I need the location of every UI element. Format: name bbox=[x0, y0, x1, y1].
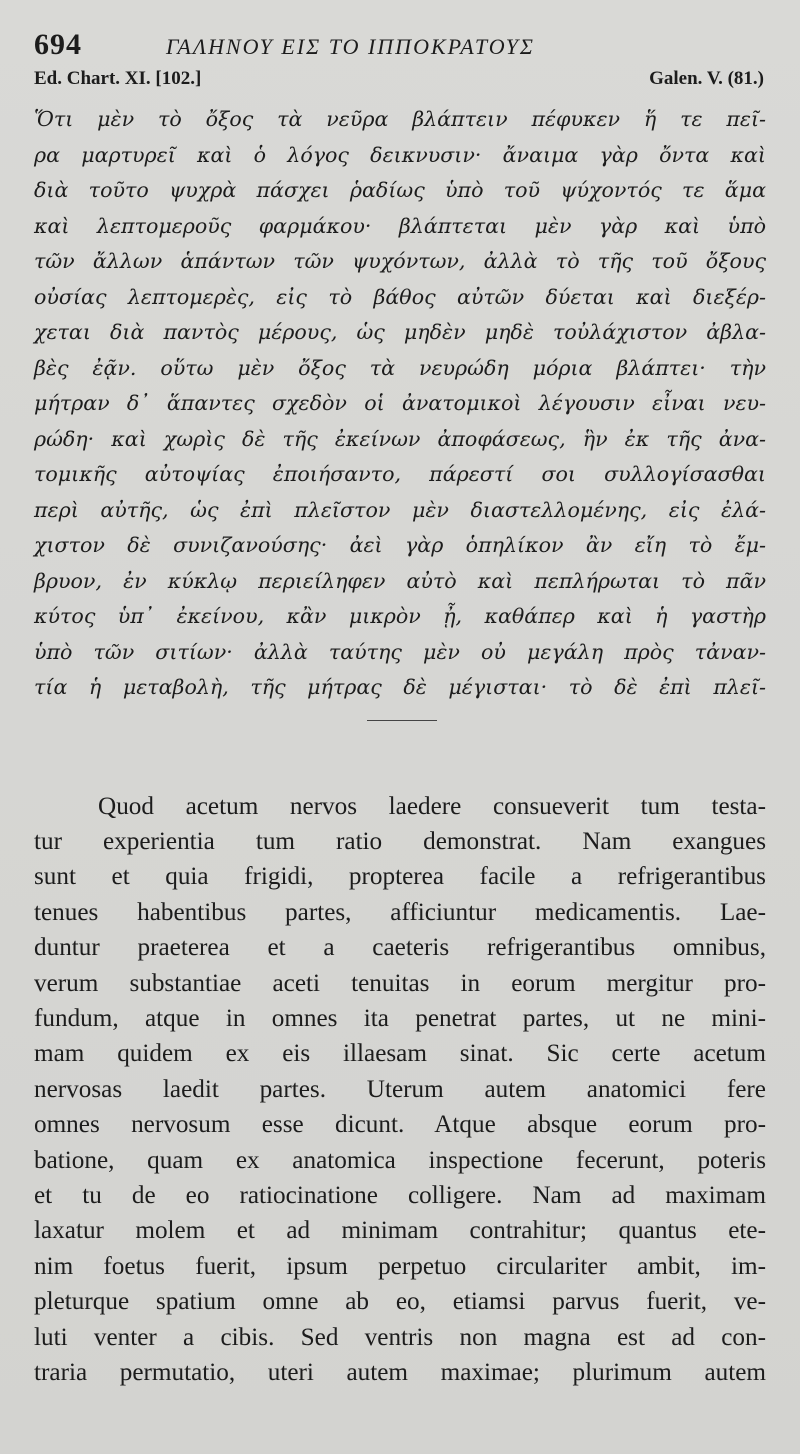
latin-line: verum substantiae aceti tenuitas in eorum mergitur pro- bbox=[34, 969, 766, 997]
running-title: ΓΑΛΗΝΟΥ ΕΙΣ ΤΟ ΙΠΠΟΚΡΑΤΟΥΣ bbox=[166, 34, 536, 59]
page-header bbox=[34, 28, 770, 68]
latin-line: luti venter a cibis. Sed ventris non magna est ad con- bbox=[34, 1323, 766, 1351]
latin-line: tur experientia tum ratio demonstrat. Nam exangues bbox=[34, 827, 766, 855]
latin-line: sunt et quia frigidi, propterea facile a refrigerantibus bbox=[34, 863, 766, 891]
section-divider bbox=[367, 720, 437, 721]
greek-line: ρα μαρτυρεῖ καὶ ὁ λόγος δεικνυσιν· ἄναιμα γὰρ ὄντα καὶ bbox=[34, 142, 766, 167]
greek-line: ὑπὸ τῶν σιτίων· ἀλλὰ ταύτης μὲν οὐ μεγάλη πρὸς τἀναν- bbox=[34, 639, 766, 664]
edition-line bbox=[34, 68, 770, 102]
latin-text-block bbox=[34, 789, 770, 1391]
greek-line: χεται διὰ παντὸς μέρους, ὡς μηδὲν μηδὲ τοὐλάχιστον ἀβλα- bbox=[34, 320, 766, 344]
greek-line: τομικῆς αὐτοψίας ἐποιήσαντο, πάρεστί σοι συλλογίσασθαι bbox=[34, 462, 766, 486]
greek-text-block bbox=[34, 102, 770, 706]
greek-line: χιστον δὲ συνιζανούσης· ἀεὶ γὰρ ὁπηλίκον ἂν εἴη τὸ ἔμ- bbox=[34, 533, 766, 557]
greek-line: τία ἡ μεταβολὴ, τῆς μήτρας δὲ μέγισται· τὸ δὲ ἐπὶ πλεῖ- bbox=[34, 675, 766, 699]
latin-line: pleturque spatium omne ab eo, etiamsi parvus fuerit, ve- bbox=[34, 1288, 766, 1316]
latin-line: et tu de eo ratiocinatione colligere. Nam ad maximam bbox=[34, 1181, 766, 1209]
greek-line: ρώδη· καὶ χωρὶς δὲ τῆς ἐκείνων ἀποφάσεως, ἣν ἐκ τῆς ἀνα- bbox=[34, 426, 766, 451]
latin-line: nim foetus fuerit, ipsum perpetuo circulariter ambit, im- bbox=[34, 1252, 766, 1280]
latin-line: Quod acetum nervos laedere consueverit tum testa- bbox=[98, 792, 766, 820]
latin-line: fundum, atque in omnes ita penetrat partes, ut ne mini- bbox=[34, 1004, 766, 1032]
greek-line: διὰ τοῦτο ψυχρὰ πάσχει ῥαδίως ὑπὸ τοῦ ψύχοντός τε ἅμα bbox=[34, 178, 766, 202]
greek-line: μήτραν δ᾽ ἅπαντες σχεδὸν οἱ ἀνατομικοὶ λέγουσιν εἶναι νευ- bbox=[34, 391, 766, 415]
page-number: 694 bbox=[34, 28, 82, 61]
latin-line: traria permutatio, uteri autem maximae; plurimum autem bbox=[34, 1359, 766, 1386]
latin-line: laxatur molem et ad minimam contrahitur; quantus ete- bbox=[34, 1217, 766, 1245]
greek-line: οὐσίας λεπτομερὲς, εἰς τὸ βάθος αὐτῶν δύεται καὶ διεξέρ- bbox=[34, 284, 766, 309]
edition-galen: Galen. V. (81.) bbox=[649, 68, 764, 89]
greek-line: καὶ λεπτομεροῦς φαρμάκου· βλάπτεται μὲν γὰρ καὶ ὑπὸ bbox=[34, 213, 766, 238]
greek-line: περὶ αὐτῆς, ὡς ἐπὶ πλεῖστον μὲν διαστελλομένης, εἰς ἐλά- bbox=[34, 497, 766, 522]
latin-line: tenues habentibus partes, afficiuntur medicamentis. Lae- bbox=[34, 898, 766, 926]
latin-line: batione, quam ex anatomica inspectione fecerunt, poteris bbox=[34, 1146, 766, 1174]
latin-line: mam quidem ex eis illaesam sinat. Sic certe acetum bbox=[34, 1040, 766, 1068]
latin-line: nervosas laedit partes. Uterum autem anatomici fere bbox=[34, 1075, 766, 1103]
greek-line: βὲς ἐᾷν. οὕτω μὲν ὄξος τὰ νευρώδη μόρια βλάπτει· τὴν bbox=[34, 355, 766, 380]
edition-chartier: Ed. Chart. XI. [102.] bbox=[34, 68, 202, 89]
greek-line: κύτος ὑπ᾽ ἐκείνου, κἂν μικρὸν ᾖ, καθάπερ καὶ ἡ γαστὴρ bbox=[34, 604, 766, 628]
greek-line: βρυον, ἐν κύκλῳ περιείληφεν αὐτὸ καὶ πεπλήρωται τὸ πᾶν bbox=[34, 568, 766, 593]
latin-line: duntur praeterea et a caeteris refrigerantibus omnibus, bbox=[34, 934, 766, 962]
latin-line: omnes nervosum esse dicunt. Atque absque eorum pro- bbox=[34, 1111, 766, 1139]
greek-line: τῶν ἄλλων ἁπάντων τῶν ψυχόντων, ἀλλὰ τὸ τῆς τοῦ ὄξους bbox=[34, 249, 766, 273]
greek-line: Ὅτι μὲν τὸ ὄξος τὰ νεῦρα βλάπτειν πέφυκεν ἥ τε πεῖ- bbox=[34, 107, 766, 131]
